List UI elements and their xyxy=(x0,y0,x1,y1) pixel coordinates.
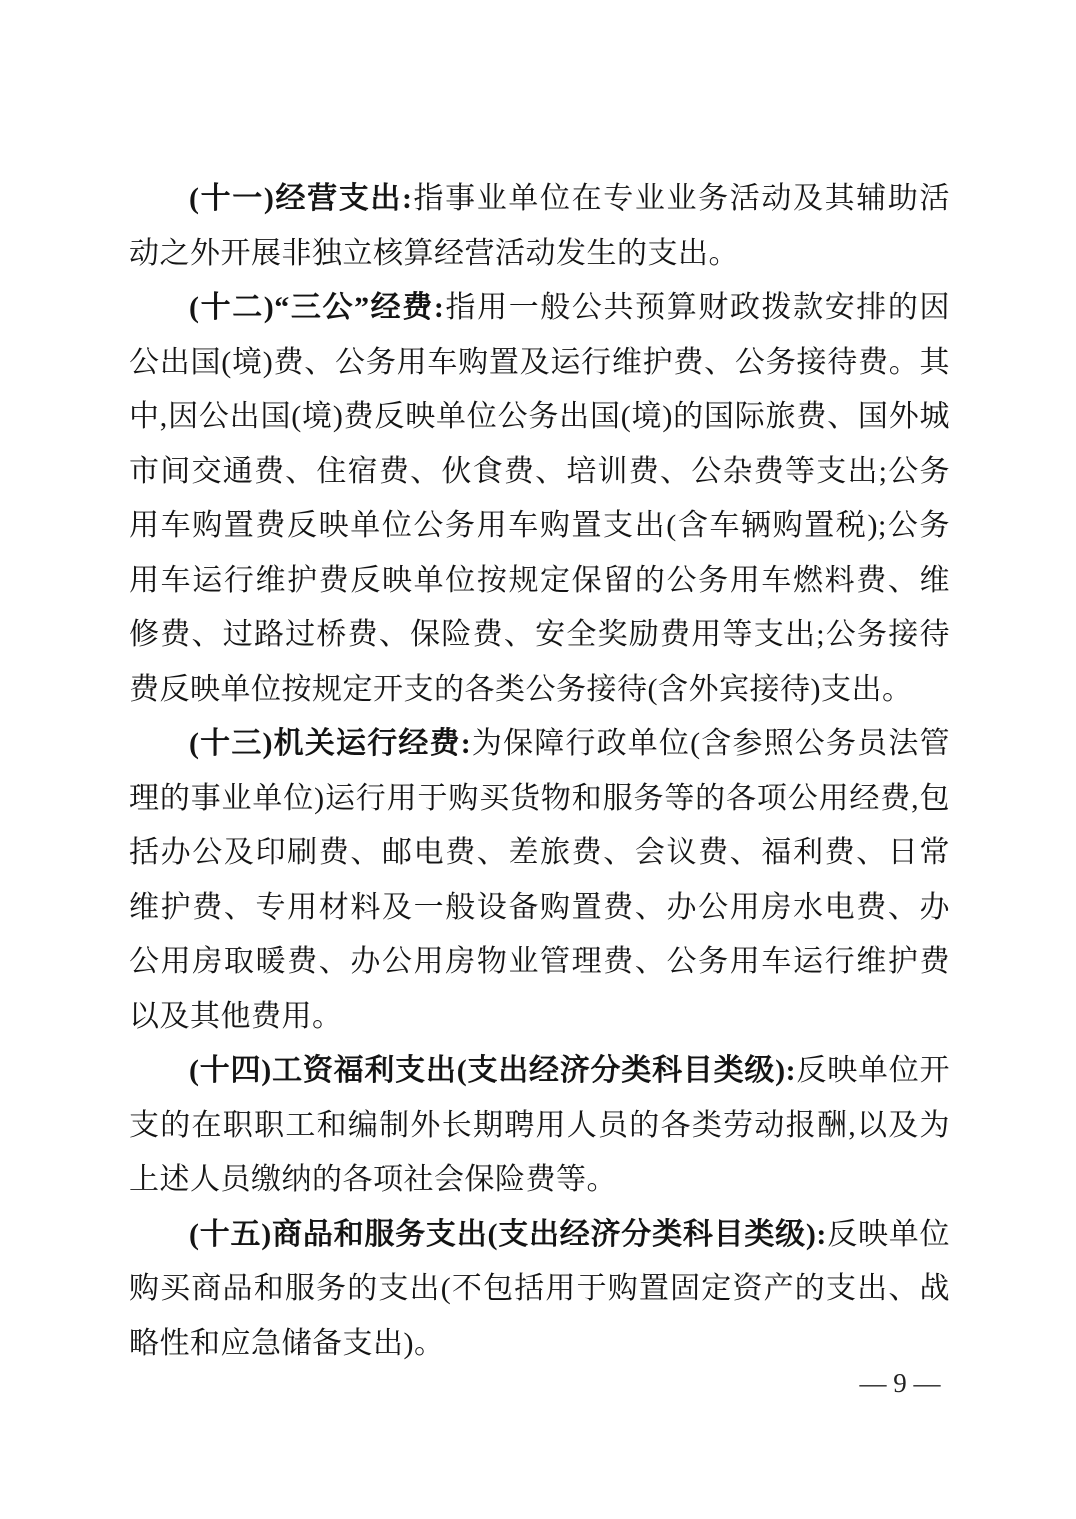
paragraph-14 xyxy=(129,1044,950,1208)
paragraph-14-heading: (十四)工资福利支出(支出经济分类科目类级): xyxy=(189,1054,797,1087)
paragraph-12-heading: (十二)“三公”经费: xyxy=(189,291,445,324)
page-number: — 9 — xyxy=(859,1368,941,1398)
paragraph-11 xyxy=(129,172,950,281)
paragraph-11-body: 指事业单位在专业业务活动及其辅助活动之外开展非独立核算经营活动发生的支出。 xyxy=(129,182,950,270)
paragraph-13-body: 为保障行政单位(含参照公务员法管理的事业单位)运行用于购买货物和服务等的各项公用经费,包括办公及印刷费、邮电费、差旅费、会议费、福利费、日常维护费、专用材料及一般设备购置费、办公用房水电费、办公用房取暖费、办公用房物业管理费、公务用车运行维护费以及其他费用。 xyxy=(129,727,950,1033)
paragraph-15-body: 反映单位购买商品和服务的支出(不包括用于购置固定资产的支出、战略性和应急储备支出)。 xyxy=(129,1217,951,1360)
paragraph-13-heading: (十三)机关运行经费: xyxy=(189,727,472,760)
paragraph-15 xyxy=(129,1208,950,1372)
paragraph-11-heading: (十一)经营支出: xyxy=(189,182,413,215)
paragraph-12-body: 指用一般公共预算财政拨款安排的因公出国(境)费、公务用车购置及运行维护费、公务接待费。其中,因公出国(境)费反映单位公务出国(境)的国际旅费、国外城市间交通费、住宿费、伙食费、培训费、公杂费等支出;公务用车购置费反映单位公务用车购置支出(含车辆购置税);公务用车运行维护费反映单位按规定保留的公务用车燃料费、维修费、过路过桥费、保险费、安全奖励费用等支出;公务接待费反映单位按规定开支的各类公务接待(含外宾接待)支出。 xyxy=(129,291,951,706)
paragraph-14-body: 反映单位开支的在职职工和编制外长期聘用人员的各类劳动报酬,以及为上述人员缴纳的各项社会保险费等。 xyxy=(129,1054,951,1196)
paragraph-13 xyxy=(129,717,950,1044)
paragraph-15-heading: (十五)商品和服务支出(支出经济分类科目类级): xyxy=(189,1217,827,1251)
document-page-body xyxy=(129,172,950,1371)
paragraph-12 xyxy=(129,281,950,717)
